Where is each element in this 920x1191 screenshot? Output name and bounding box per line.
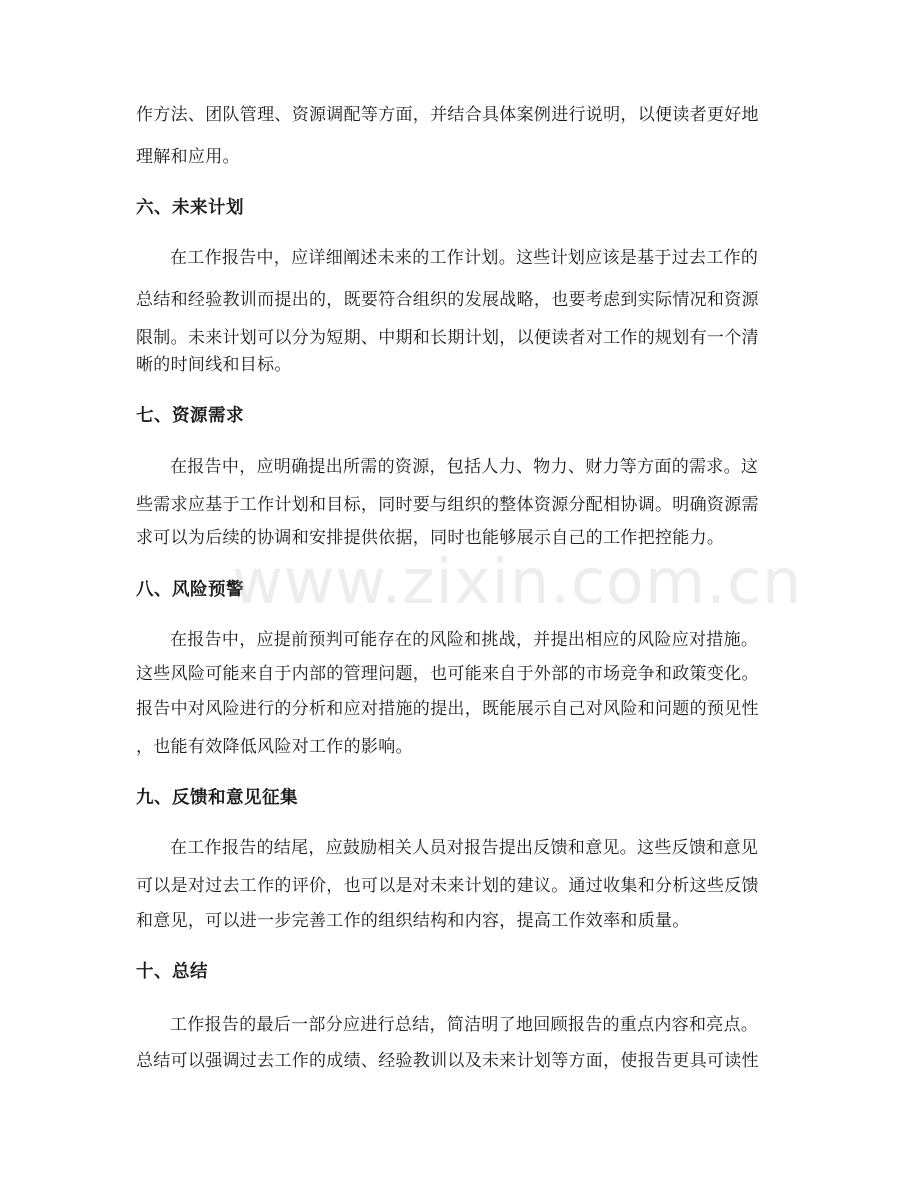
- paragraph-line: 可以是对过去工作的评价，也可以是对未来计划的建议。通过收集和分析这些反馈: [136, 876, 759, 896]
- section-heading: 九、反馈和意见征集: [136, 788, 298, 808]
- watermark: www.zixin.com.cn: [232, 545, 803, 618]
- paragraph-line: 这些风险可能来自于内部的管理问题，也可能来自于外部的市场竞争和政策变化。: [136, 664, 759, 684]
- paragraph-line: 求可以为后续的协调和安排提供依据，同时也能够展示自己的工作把控能力。: [136, 528, 725, 548]
- paragraph-line: 作方法、团队管理、资源调配等方面，并结合具体案例进行说明，以便读者更好地: [136, 105, 759, 125]
- paragraph-line: 总结和经验教训而提出的，既要符合组织的发展战略，也要考虑到实际情况和资源: [136, 290, 759, 310]
- section-heading: 十、总结: [136, 962, 208, 982]
- section-heading: 六、未来计划: [136, 198, 244, 218]
- section-heading: 八、风险预警: [136, 580, 244, 600]
- paragraph-line: 在报告中，应明确提出所需的资源，包括人力、物力、财力等方面的需求。这: [170, 457, 759, 477]
- paragraph-line: 理解和应用。: [136, 147, 240, 167]
- paragraph-line: 晰的时间线和目标。: [136, 355, 292, 375]
- paragraph-line: 工作报告的最后一部分应进行总结，简洁明了地回顾报告的重点内容和亮点。: [170, 1015, 759, 1035]
- paragraph-line: 限制。未来计划可以分为短期、中期和长期计划，以便读者对工作的规划有一个清: [136, 328, 759, 348]
- paragraph-line: 报告中对风险进行的分析和应对措施的提出，既能展示自己对风险和问题的预见性: [136, 699, 759, 719]
- paragraph-line: 和意见，可以进一步完善工作的组织结构和内容，提高工作效率和质量。: [136, 911, 690, 931]
- paragraph-line: 些需求应基于工作计划和目标，同时要与组织的整体资源分配相协调。明确资源需: [136, 495, 759, 515]
- section-heading: 七、资源需求: [136, 406, 244, 426]
- paragraph-line: 在报告中，应提前预判可能存在的风险和挑战，并提出相应的风险应对措施。: [170, 630, 759, 650]
- paragraph-line: 在工作报告中，应详细阐述未来的工作计划。这些计划应该是基于过去工作的: [170, 248, 759, 268]
- paragraph-line: 在工作报告的结尾，应鼓励相关人员对报告提出反馈和意见。这些反馈和意见: [170, 838, 759, 858]
- paragraph-line: 总结可以强调过去工作的成绩、经验教训以及未来计划等方面，使报告更具可读性: [136, 1051, 759, 1071]
- paragraph-line: ，也能有效降低风险对工作的影响。: [136, 737, 413, 757]
